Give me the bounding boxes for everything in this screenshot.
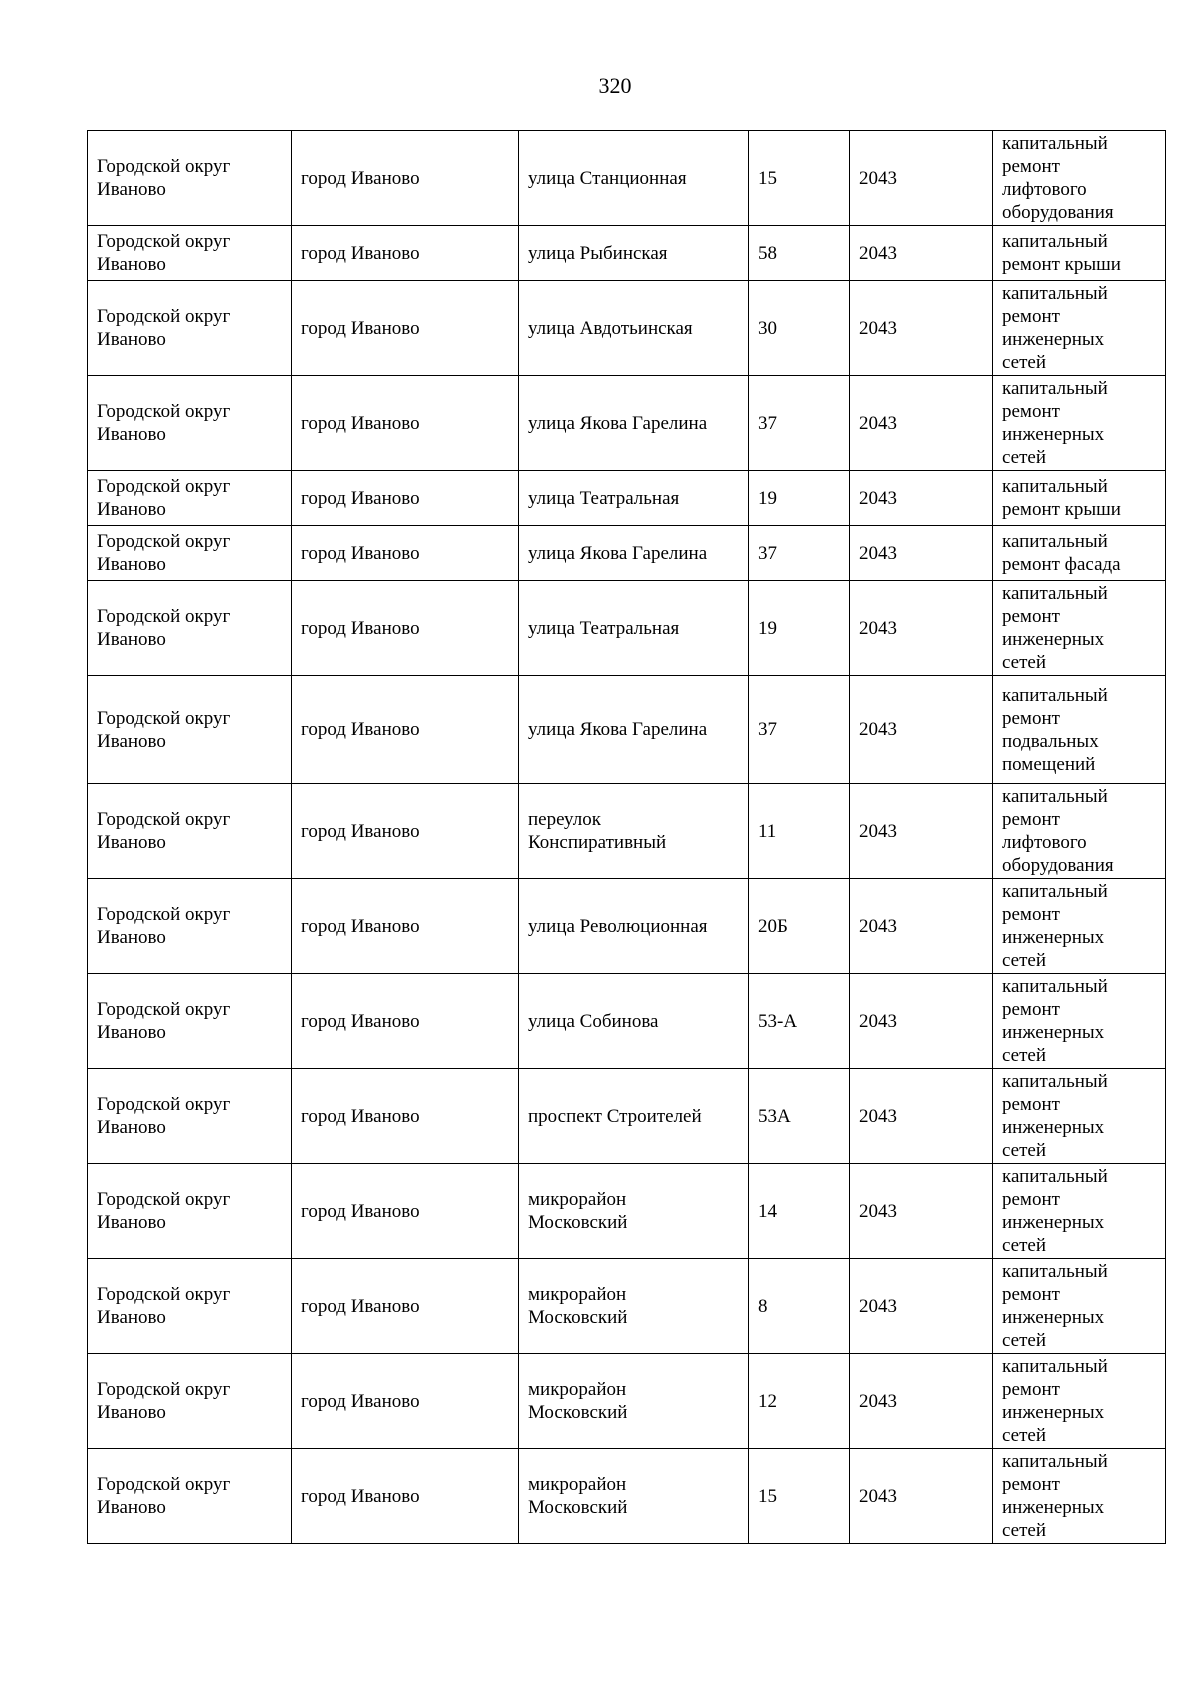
settlement-cell: город Иваново bbox=[292, 1449, 519, 1544]
settlement-cell: город Иваново bbox=[292, 1354, 519, 1449]
table-row bbox=[88, 471, 1166, 526]
house-number-cell: 53-А bbox=[749, 974, 850, 1069]
municipal-district-cell: Городской округ Иваново bbox=[88, 1354, 292, 1449]
municipal-district-cell: Городской округ Иваново bbox=[88, 1164, 292, 1259]
settlement-cell: город Иваново bbox=[292, 974, 519, 1069]
house-number-cell: 53А bbox=[749, 1069, 850, 1164]
table-row bbox=[88, 879, 1166, 974]
table-row bbox=[88, 376, 1166, 471]
planned-year-cell: 2043 bbox=[850, 471, 993, 526]
settlement-cell: город Иваново bbox=[292, 131, 519, 226]
work-type-cell: капитальный ремонт инженерных сетей bbox=[993, 974, 1166, 1069]
municipal-district-cell: Городской округ Иваново bbox=[88, 376, 292, 471]
street-cell: микрорайон Московский bbox=[519, 1354, 749, 1449]
settlement-cell: город Иваново bbox=[292, 1069, 519, 1164]
municipal-district-cell: Городской округ Иваново bbox=[88, 879, 292, 974]
work-type-cell: капитальный ремонт инженерных сетей bbox=[993, 281, 1166, 376]
work-type-cell: капитальный ремонт инженерных сетей bbox=[993, 1164, 1166, 1259]
work-type-cell: капитальный ремонт инженерных сетей bbox=[993, 1259, 1166, 1354]
street-cell: улица Собинова bbox=[519, 974, 749, 1069]
settlement-cell: город Иваново bbox=[292, 526, 519, 581]
street-cell: улица Рыбинская bbox=[519, 226, 749, 281]
planned-year-cell: 2043 bbox=[850, 376, 993, 471]
settlement-cell: город Иваново bbox=[292, 784, 519, 879]
street-cell: проспект Строителей bbox=[519, 1069, 749, 1164]
work-type-cell: капитальный ремонт фасада bbox=[993, 526, 1166, 581]
planned-year-cell: 2043 bbox=[850, 974, 993, 1069]
municipal-district-cell: Городской округ Иваново bbox=[88, 226, 292, 281]
municipal-district-cell: Городской округ Иваново bbox=[88, 974, 292, 1069]
settlement-cell: город Иваново bbox=[292, 281, 519, 376]
municipal-district-cell: Городской округ Иваново bbox=[88, 676, 292, 784]
settlement-cell: город Иваново bbox=[292, 1164, 519, 1259]
settlement-cell: город Иваново bbox=[292, 1259, 519, 1354]
table-row bbox=[88, 526, 1166, 581]
settlement-cell: город Иваново bbox=[292, 226, 519, 281]
planned-year-cell: 2043 bbox=[850, 581, 993, 676]
street-cell: улица Якова Гарелина bbox=[519, 376, 749, 471]
municipal-district-cell: Городской округ Иваново bbox=[88, 784, 292, 879]
street-cell: улица Якова Гарелина bbox=[519, 526, 749, 581]
municipal-district-cell: Городской округ Иваново bbox=[88, 1259, 292, 1354]
municipal-district-cell: Городской округ Иваново bbox=[88, 131, 292, 226]
street-cell: улица Театральная bbox=[519, 471, 749, 526]
house-number-cell: 37 bbox=[749, 376, 850, 471]
house-number-cell: 58 bbox=[749, 226, 850, 281]
street-cell: микрорайон Московский bbox=[519, 1259, 749, 1354]
table-row bbox=[88, 226, 1166, 281]
house-number-cell: 14 bbox=[749, 1164, 850, 1259]
planned-year-cell: 2043 bbox=[850, 131, 993, 226]
work-type-cell: капитальный ремонт подвальных помещений bbox=[993, 676, 1166, 784]
street-cell: микрорайон Московский bbox=[519, 1164, 749, 1259]
street-cell: микрорайон Московский bbox=[519, 1449, 749, 1544]
house-number-cell: 19 bbox=[749, 581, 850, 676]
planned-year-cell: 2043 bbox=[850, 1164, 993, 1259]
table-row bbox=[88, 1449, 1166, 1544]
page-number: 320 bbox=[598, 73, 632, 98]
street-cell: улица Станционная bbox=[519, 131, 749, 226]
street-cell: улица Авдотьинская bbox=[519, 281, 749, 376]
street-cell: улица Якова Гарелина bbox=[519, 676, 749, 784]
municipal-district-cell: Городской округ Иваново bbox=[88, 581, 292, 676]
table-row bbox=[88, 974, 1166, 1069]
street-cell: переулок Конспиративный bbox=[519, 784, 749, 879]
work-type-cell: капитальный ремонт инженерных сетей bbox=[993, 1069, 1166, 1164]
work-type-cell: капитальный ремонт инженерных сетей bbox=[993, 1354, 1166, 1449]
house-number-cell: 15 bbox=[749, 1449, 850, 1544]
house-number-cell: 20Б bbox=[749, 879, 850, 974]
table-row bbox=[88, 676, 1166, 784]
house-number-cell: 30 bbox=[749, 281, 850, 376]
planned-year-cell: 2043 bbox=[850, 1354, 993, 1449]
planned-year-cell: 2043 bbox=[850, 879, 993, 974]
work-type-cell: капитальный ремонт лифтового оборудования bbox=[993, 784, 1166, 879]
table-row bbox=[88, 1069, 1166, 1164]
house-number-cell: 37 bbox=[749, 676, 850, 784]
table-row bbox=[88, 131, 1166, 226]
work-type-cell: капитальный ремонт инженерных сетей bbox=[993, 581, 1166, 676]
street-cell: улица Театральная bbox=[519, 581, 749, 676]
table-row bbox=[88, 1164, 1166, 1259]
planned-year-cell: 2043 bbox=[850, 281, 993, 376]
planned-year-cell: 2043 bbox=[850, 1069, 993, 1164]
municipal-district-cell: Городской округ Иваново bbox=[88, 1449, 292, 1544]
house-number-cell: 37 bbox=[749, 526, 850, 581]
work-type-cell: капитальный ремонт лифтового оборудования bbox=[993, 131, 1166, 226]
planned-year-cell: 2043 bbox=[850, 784, 993, 879]
municipal-district-cell: Городской округ Иваново bbox=[88, 1069, 292, 1164]
table-body bbox=[88, 131, 1166, 1544]
street-cell: улица Революционная bbox=[519, 879, 749, 974]
planned-year-cell: 2043 bbox=[850, 676, 993, 784]
municipal-district-cell: Городской округ Иваново bbox=[88, 526, 292, 581]
table-row bbox=[88, 784, 1166, 879]
planned-year-cell: 2043 bbox=[850, 526, 993, 581]
planned-year-cell: 2043 bbox=[850, 1259, 993, 1354]
table-row bbox=[88, 1259, 1166, 1354]
house-number-cell: 15 bbox=[749, 131, 850, 226]
work-type-cell: капитальный ремонт крыши bbox=[993, 471, 1166, 526]
house-number-cell: 12 bbox=[749, 1354, 850, 1449]
table-row bbox=[88, 581, 1166, 676]
settlement-cell: город Иваново bbox=[292, 676, 519, 784]
municipal-district-cell: Городской округ Иваново bbox=[88, 281, 292, 376]
house-number-cell: 8 bbox=[749, 1259, 850, 1354]
table-row bbox=[88, 281, 1166, 376]
settlement-cell: город Иваново bbox=[292, 376, 519, 471]
planned-year-cell: 2043 bbox=[850, 1449, 993, 1544]
house-number-cell: 19 bbox=[749, 471, 850, 526]
planned-year-cell: 2043 bbox=[850, 226, 993, 281]
settlement-cell: город Иваново bbox=[292, 471, 519, 526]
repair-schedule-table bbox=[87, 130, 1166, 1544]
work-type-cell: капитальный ремонт инженерных сетей bbox=[993, 879, 1166, 974]
house-number-cell: 11 bbox=[749, 784, 850, 879]
work-type-cell: капитальный ремонт инженерных сетей bbox=[993, 376, 1166, 471]
municipal-district-cell: Городской округ Иваново bbox=[88, 471, 292, 526]
work-type-cell: капитальный ремонт крыши bbox=[993, 226, 1166, 281]
settlement-cell: город Иваново bbox=[292, 879, 519, 974]
settlement-cell: город Иваново bbox=[292, 581, 519, 676]
table-row bbox=[88, 1354, 1166, 1449]
work-type-cell: капитальный ремонт инженерных сетей bbox=[993, 1449, 1166, 1544]
